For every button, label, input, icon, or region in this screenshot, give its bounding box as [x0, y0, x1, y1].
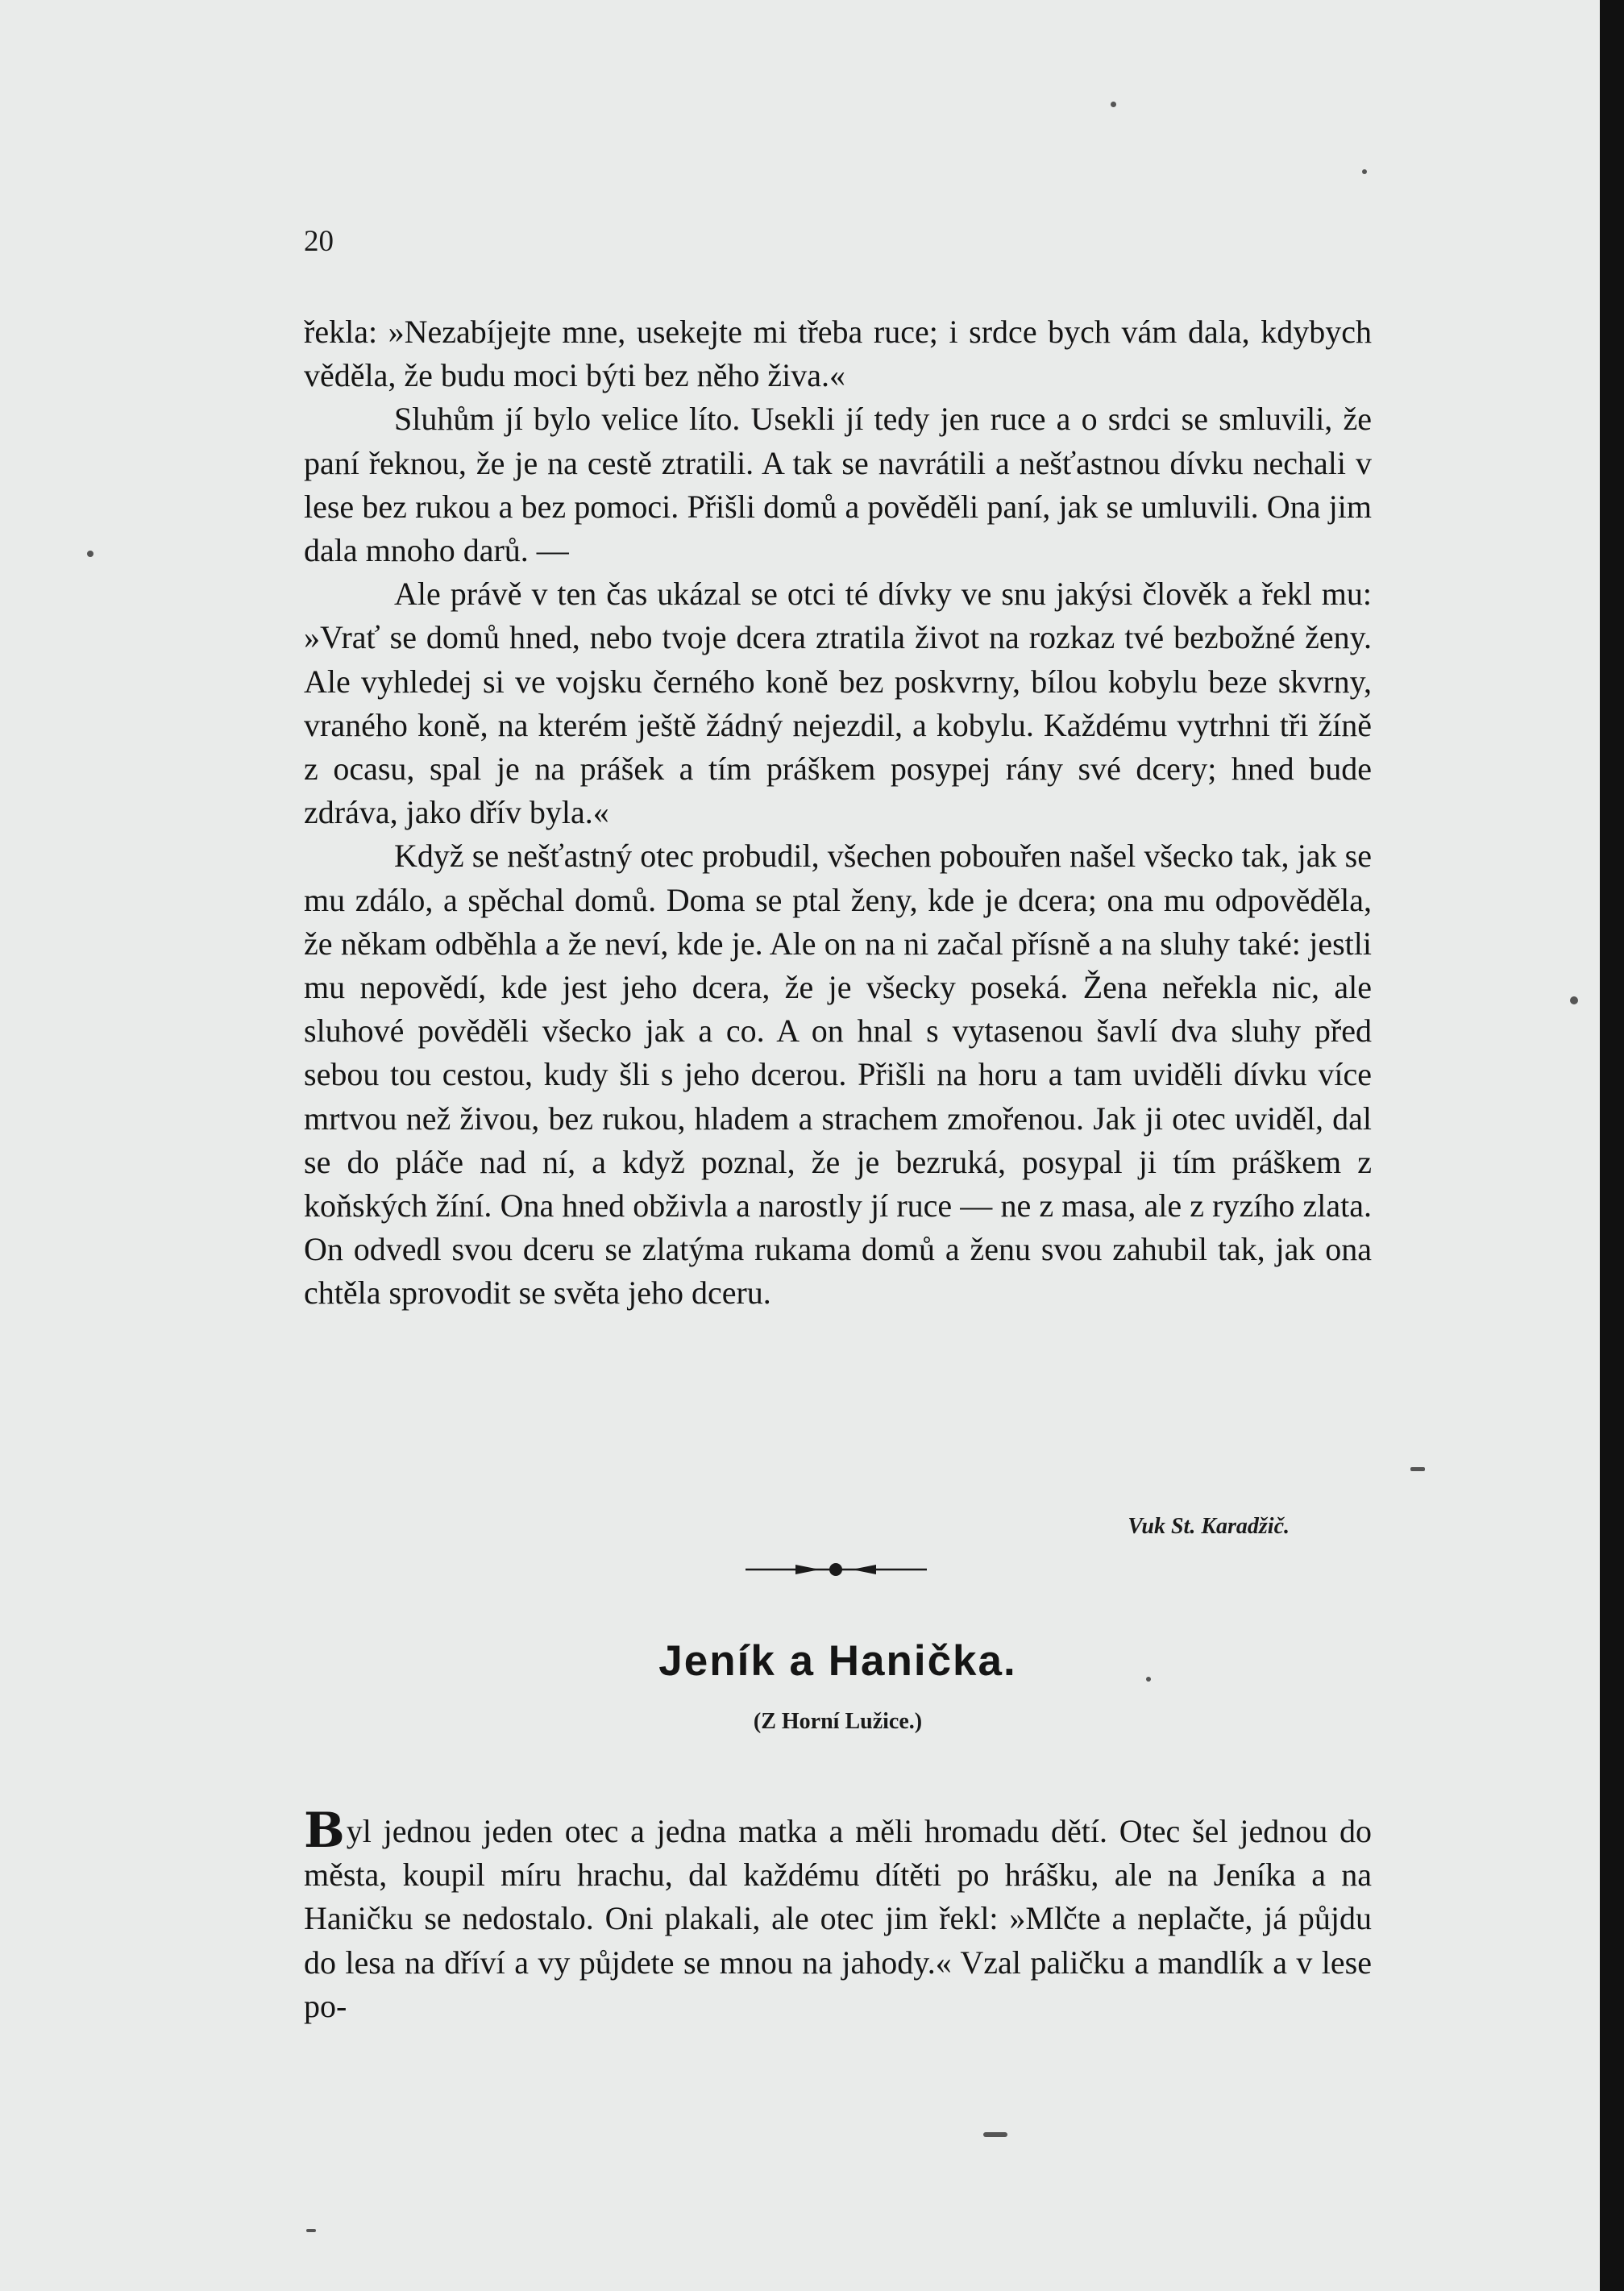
- page-speck: [87, 551, 93, 557]
- paragraph: Když se nešťastný otec probudil, všechen pobouřen našel všecko tak, jak se mu zdálo, a spěchal domů. Doma se ptal ženy, kde je dcera; ona mu odpověděla, že někam odběhla a že neví, kde je. Ale on na ni začal přísně a na sluhy také: jestli mu nepovědí, kde jest jeho dcera, že je všecky poseká. Žena neřekla nic, ale sluhové pověděli všecko jak a co. A on hnal s vytasenou šavlí dva sluhy před sebou tou cestou, kudy šli s jeho dcerou. Přišli na horu a tam uviděli dívku více mrtvou než živou, bez rukou, hladem a strachem zmořenou. Jak ji otec uviděl, dal se do pláče nad ní, a když poznal, že je bezruká, posypal ji tím práškem z koňských žíní. Ona hned obživla a narostly jí ruce — ne z masa, ale z ryzího zlata. On odvedl svou dceru se zlatýma rukama domů a ženu svou zahubil tak, jak ona chtěla sprovodit se světa jeho dceru.: [304, 838, 1372, 1312]
- paragraph-text: yl jednou jeden otec a jedna matka a měli hromadu dětí. Otec šel jednou do města, koupil míru hrachu, dal každému dítěti po hrášku, ale na Jeníka a na Haničku se nedostalo. Oni plakali, ale otec jim řekl: »Mlčte a neplačte, já půjdu do lesa na dříví a vy půjdete se mnou na jahody.« Vzal paličku a mandlík a v lese po-: [304, 1813, 1372, 2024]
- story-text-top: [304, 310, 1372, 1316]
- page-speck: [306, 2229, 316, 2232]
- page-number: 20: [304, 225, 334, 258]
- author-signature: Vuk St. Karadžič.: [1128, 1514, 1290, 1539]
- paragraph: Sluhům jí bylo velice líto. Usekli jí tedy jen ruce a o srdci se smluvili, že paní řeknou, že je na cestě ztratili. A tak se navrátili a nešťastnou dívku nechali v lese bez rukou a bez pomoci. Přišli domů a pověděli paní, jak se umluvili. Ona jim dala mnoho darů. —: [304, 401, 1372, 569]
- paragraph: Ale právě v ten čas ukázal se otci té dívky ve snu jakýsi člověk a řekl mu: »Vrať se domů hned, nebo tvoje dcera ztratila život na rozkaz tvé bezbožné ženy. Ale vyhledej si ve vojsku černého koně bez poskvrny, bílou kobylu beze skvrny, vraného koně, na kterém ještě žádný nejezdil, a kobylu. Každému vytrhni tři žíně z ocasu, spal je na prášek a tím práškem posypej rány své dcery; hned bude zdráva, jako dřív byla.«: [304, 576, 1372, 831]
- page-speck: [1570, 996, 1578, 1004]
- page-speck: [1146, 1677, 1151, 1682]
- page-speck: [1410, 1467, 1425, 1471]
- page-speck: [1111, 102, 1116, 107]
- story-subtitle: (Z Horní Lužice.): [753, 1709, 923, 1734]
- page-speck: [1362, 169, 1367, 174]
- story-text-bottom: [304, 1802, 1372, 2028]
- scan-edge: [1600, 0, 1624, 2291]
- page-speck: [983, 2132, 1007, 2137]
- drop-cap: B: [304, 1802, 345, 1859]
- paragraph: [304, 1802, 1372, 2028]
- story-title: Jeník a Hanička.: [658, 1637, 1017, 1685]
- paragraph: řekla: »Nezabíjejte mne, usekejte mi třeba ruce; i srdce bych vám dala, kdybych věděla, že budu moci býti bez něho živa.«: [304, 314, 1372, 394]
- divider-ornament-icon: [746, 1557, 927, 1582]
